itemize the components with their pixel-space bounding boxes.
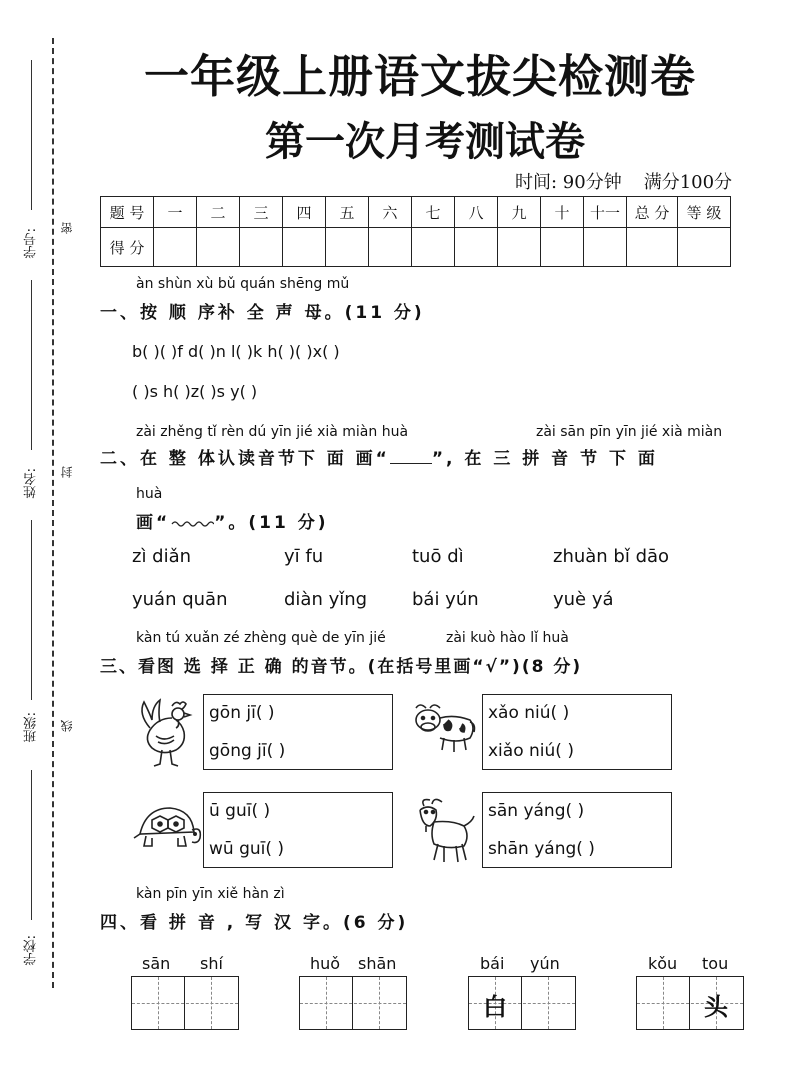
q2-word[interactable]: diàn yǐng — [284, 589, 368, 610]
tianzige-grid[interactable] — [131, 976, 239, 1030]
score-header-cell: 九 — [498, 197, 541, 228]
q1-title: 一、按 顺 序补 全 声 母。(11 分) — [100, 303, 425, 323]
student-id-blank[interactable] — [31, 60, 32, 210]
q4-title: 四、看 拼 音 , 写 汉 字。(6 分) — [100, 913, 409, 933]
q2-pinyin-left: zài zhěng tǐ rèn dú yīn jié xià miàn huà — [136, 424, 409, 440]
score-header-cell: 十 — [541, 197, 584, 228]
page-subtitle: 第一次月考测试卷 — [265, 118, 585, 165]
q2-pinyin-hua: huà — [136, 486, 163, 502]
score-cell[interactable] — [678, 228, 731, 267]
school-label: 学校: — [24, 935, 39, 966]
q1-pinyin: àn shùn xù bǔ quán shēng mǔ — [136, 276, 350, 292]
seal-feng: 封 — [60, 466, 74, 478]
q4-pinyin-syllable: kǒu — [648, 954, 678, 973]
score-header-cell: 题 号 — [101, 197, 154, 228]
score-cell[interactable] — [283, 228, 326, 267]
q2-pinyin-right: zài sān pīn yīn jié xià miàn — [536, 424, 723, 440]
score-cell[interactable] — [541, 228, 584, 267]
score-table-score-row — [101, 228, 731, 267]
q2-word[interactable]: yuán quān — [132, 589, 228, 610]
score-cell[interactable] — [154, 228, 197, 267]
score-table — [100, 196, 731, 267]
q3-pinyin-left: kàn tú xuǎn zé zhèng què de yīn jié — [136, 630, 386, 646]
q2-title-mid: ”, 在 三 拼 音 节 下 面 — [431, 449, 658, 469]
exam-time: 时间: 90分钟 — [515, 172, 622, 193]
score-header-cell: 十一 — [584, 197, 627, 228]
class-blank[interactable] — [31, 520, 32, 700]
q2-title — [100, 444, 658, 469]
q3-option[interactable]: xǎo niú( ) — [488, 703, 570, 723]
page-title: 一年级上册语文拔尖检测卷 — [143, 50, 696, 103]
q4-pinyin-syllable: sān — [142, 954, 171, 973]
score-cell[interactable] — [412, 228, 455, 267]
q3-answer-box — [203, 792, 393, 868]
q2-word[interactable]: zhuàn bǐ dāo — [553, 546, 670, 567]
score-row-label: 得 分 — [101, 228, 154, 267]
q1-line1[interactable]: b( )( )f d( )n l( )k h( )( )x( ) — [132, 342, 340, 361]
q4-pinyin-syllable: shí — [200, 954, 223, 973]
q2-title-line2 — [136, 508, 328, 533]
grid-char: 头 — [704, 992, 728, 1021]
exam-meta — [515, 168, 754, 194]
q2-word[interactable]: yī fu — [284, 546, 324, 567]
q3-option[interactable]: xiǎo niú( ) — [488, 741, 574, 761]
q3-answer-box — [203, 694, 393, 770]
q3-pinyin-right: zài kuò hào lǐ huà — [446, 630, 569, 646]
straight-underline-sample — [390, 451, 432, 464]
cow-icon — [410, 700, 478, 756]
q2-word[interactable]: tuō dì — [412, 546, 464, 567]
q2-title-line2-b: ”。(11 分) — [214, 513, 329, 533]
binding-dashed-line — [52, 38, 54, 988]
seal-mi: 密 — [60, 222, 74, 234]
q4-pinyin-syllable: tou — [702, 954, 729, 973]
score-header-cell: 一 — [154, 197, 197, 228]
tianzige-grid[interactable] — [468, 976, 576, 1030]
rooster-icon — [132, 696, 196, 768]
q2-title-left: 二、在 整 体认读音节下 面 画“ — [100, 449, 390, 469]
school-blank[interactable] — [31, 770, 32, 920]
wavy-underline-sample — [170, 513, 214, 533]
score-cell[interactable] — [240, 228, 283, 267]
q2-word[interactable]: zì diǎn — [132, 546, 192, 567]
q3-answer-box — [482, 694, 672, 770]
q2-title-line2-a: 画“ — [136, 513, 171, 533]
score-header-cell: 总 分 — [627, 197, 678, 228]
q2-word[interactable]: yuè yá — [553, 589, 614, 610]
q3-option[interactable]: ū guī( ) — [209, 801, 271, 821]
q4-pinyin-syllable: huǒ — [310, 954, 341, 973]
grid-char: 白 — [483, 992, 507, 1021]
q4-pinyin-syllable: bái — [480, 954, 505, 973]
score-cell[interactable] — [455, 228, 498, 267]
score-header-cell: 五 — [326, 197, 369, 228]
q4-pinyin-syllable: shān — [358, 954, 397, 973]
score-header-cell: 四 — [283, 197, 326, 228]
score-cell[interactable] — [498, 228, 541, 267]
score-header-cell: 八 — [455, 197, 498, 228]
score-header-cell: 七 — [412, 197, 455, 228]
q3-option[interactable]: sān yáng( ) — [488, 801, 585, 821]
q3-title: 三、看图 选 择 正 确 的音节。(在括号里画“√”)(8 分) — [100, 657, 583, 677]
q2-word[interactable]: bái yún — [412, 589, 479, 610]
student-id-label: 学号: — [24, 228, 39, 259]
class-label: 班级: — [24, 712, 39, 743]
turtle-icon — [132, 800, 202, 854]
exam-full-score: 满分100分 — [643, 172, 733, 193]
q3-option[interactable]: gōn jī( ) — [209, 703, 275, 723]
score-cell[interactable] — [584, 228, 627, 267]
score-cell[interactable] — [627, 228, 678, 267]
q3-option[interactable]: wū guī( ) — [209, 839, 285, 859]
name-label: 姓名: — [24, 468, 39, 499]
score-header-cell: 三 — [240, 197, 283, 228]
score-cell[interactable] — [326, 228, 369, 267]
name-blank[interactable] — [31, 280, 32, 450]
score-header-cell: 六 — [369, 197, 412, 228]
score-cell[interactable] — [369, 228, 412, 267]
q4-pinyin: kàn pīn yīn xiě hàn zì — [136, 886, 285, 902]
score-cell[interactable] — [197, 228, 240, 267]
q3-option[interactable]: gōng jī( ) — [209, 741, 286, 761]
q3-option[interactable]: shān yáng( ) — [488, 839, 595, 859]
tianzige-grid[interactable] — [299, 976, 407, 1030]
goat-icon — [414, 796, 476, 864]
q1-line2[interactable]: ( )s h( )z( )s y( ) — [132, 382, 258, 401]
q4-pinyin-syllable: yún — [530, 954, 560, 973]
q3-answer-box — [482, 792, 672, 868]
tianzige-grid[interactable] — [636, 976, 744, 1030]
score-header-cell: 等 级 — [678, 197, 731, 228]
score-table-header-row — [101, 197, 731, 228]
score-header-cell: 二 — [197, 197, 240, 228]
seal-xian: 线 — [60, 720, 74, 732]
